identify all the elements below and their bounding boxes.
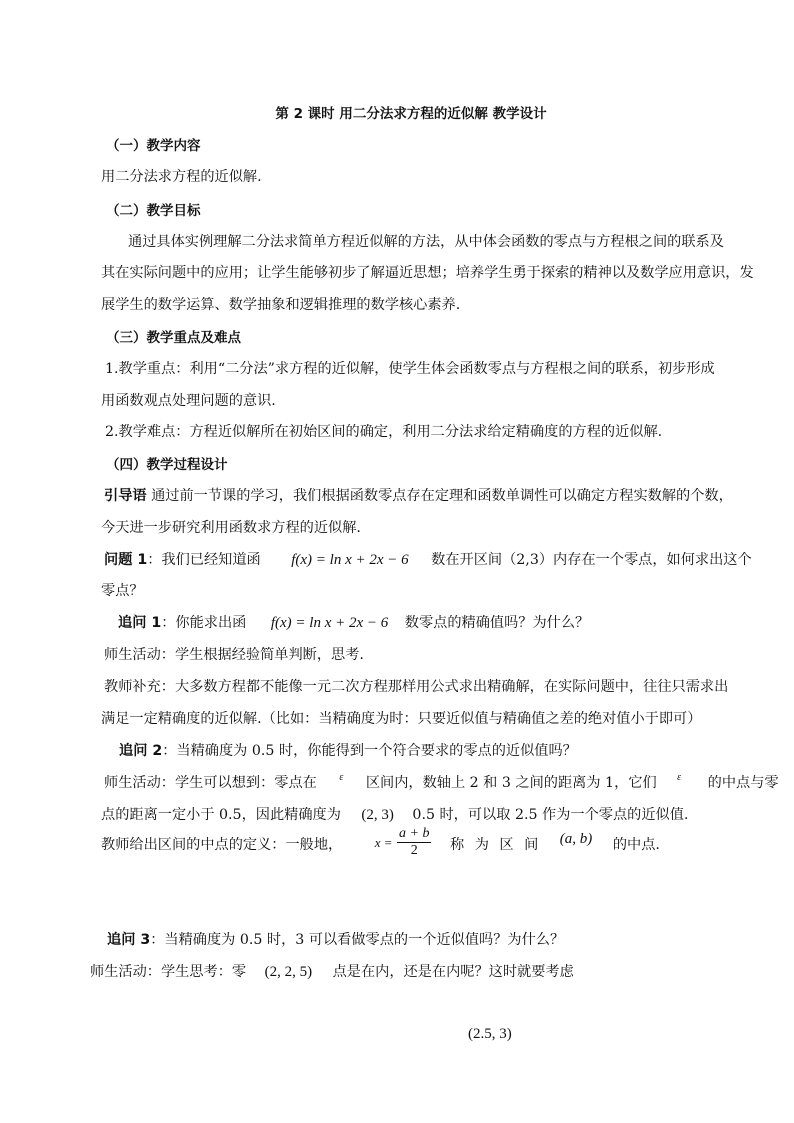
supplement-line-2: 满足一定精确度的近似解.（比如：当精确度为时：只要近似值与精确值之差的绝对值小于即可） [101, 711, 702, 727]
midpoint-text-b: 称 为 区 间 [450, 836, 542, 853]
follow-up-2-label: 追问 2 [119, 743, 163, 759]
key-point-1-line-2: 用函数观点处理问题的意识. [101, 393, 276, 409]
epsilon-symbol-2: ε [677, 772, 682, 783]
intro-line-2: 今天进一步研究利用函数求方程的近似解. [101, 520, 361, 536]
follow-up-1-label: 追问 1 [118, 615, 162, 631]
midpoint-definition [101, 826, 660, 859]
section-heading-process: （四）教学过程设计 [106, 457, 228, 473]
fraction-numerator: a + b [399, 826, 430, 841]
activity-2-text-b: 区间内，数轴上 2 和 3 之间的距离为 1，它们 [365, 775, 657, 791]
interval-2-3: (2, 3) [361, 807, 394, 823]
goals-line-1: 通过具体实例理解二分法求简单方程近似解的方法，从中体会函数的零点与方程根之间的联系及 [128, 234, 724, 250]
floating-interval: (2.5, 3) [468, 1026, 512, 1042]
activity-3-text-b: 点是在内，还是在内呢？这时就要考虑 [332, 964, 574, 980]
midpoint-text-a: 教师给出区间的中点的定义：一般地， [101, 836, 343, 853]
activity-2-line-2 [101, 804, 688, 824]
question-1-text-b: 数在开区间（2,3）内存在一个零点，如何求出这个 [431, 552, 752, 568]
intro-label: 引导语 [104, 488, 147, 504]
content-text: 用二分法求方程的近似解. [101, 169, 262, 185]
question-1-line-2: 零点？ [101, 583, 144, 599]
activity-2-line-2-text-a: 点的距离一定小于 0.5，因此精确度为 [101, 807, 341, 823]
follow-up-1-text-b: 数零点的精确值吗？为什么？ [404, 615, 590, 631]
section-heading-key-points: （三）教学重点及难点 [106, 330, 241, 346]
interval-a-b: (a, b) [559, 830, 593, 847]
activity-3-text-a: 师生活动：学生思考：零 [90, 964, 247, 980]
midpoint-text-c: 的中点. [612, 836, 660, 853]
follow-up-3-label: 追问 3 [107, 932, 151, 948]
epsilon-symbol-1: ε [339, 772, 344, 783]
key-point-2: 2.教学难点：方程近似解所在初始区间的确定，利用二分法求给定精确度的方程的近似解. [105, 424, 663, 440]
question-1-text-a: ：我们已经知道函 [147, 552, 261, 568]
section-heading-goals: （二）教学目标 [106, 203, 201, 219]
section-heading-content: （一）教学内容 [106, 138, 201, 154]
document-title: 第 2 课时 用二分法求方程的近似解 教学设计 [275, 106, 547, 122]
goals-line-2: 其在实际问题中的应用；让学生能够初步了解逼近思想；培养学生勇于探索的精神以及数学应用意识，发 [101, 265, 754, 281]
follow-up-3-text: ：当精确度为 0.5 时，3 可以看做零点的一个近似值吗？为什么？ [150, 932, 565, 948]
intro-text-1: 通过前一节课的学习，我们根据函数零点存在定理和函数单调性可以确定方程实数解的个数， [151, 488, 733, 504]
midpoint-x-equals: x = [374, 834, 393, 850]
activity-2-text-c: 的中点与零 [707, 775, 779, 791]
intro-line-1 [104, 485, 733, 505]
follow-up-1-text-a: ：你能求出函 [161, 615, 247, 631]
follow-up-2 [119, 740, 577, 760]
activity-1: 师生活动：学生根据经验简单判断，思考. [104, 647, 364, 663]
question-1-formula: f(x) = ln x + 2x − 6 [291, 552, 409, 568]
activity-3 [90, 961, 574, 981]
follow-up-3 [107, 929, 564, 949]
activity-2-line-2-text-b: 0.5 时，可以取 2.5 作为一个零点的近似值. [412, 807, 689, 823]
question-1 [104, 549, 752, 569]
question-1-label: 问题 1 [104, 552, 148, 568]
follow-up-1-formula: f(x) = ln x + 2x − 6 [270, 615, 389, 631]
follow-up-2-text: ：当精确度为 0.5 时，你能得到一个符合要求的零点的近似值吗？ [162, 743, 577, 759]
activity-2-line-1 [104, 772, 779, 792]
interval-2-2-5: (2, 2, 5) [264, 964, 313, 980]
supplement-line-1: 教师补充：大多数方程都不能像一元二次方程那样用公式求出精确解，在实际问题中，往往只需求出 [104, 679, 729, 695]
midpoint-fraction [397, 826, 431, 859]
fraction-denominator: 2 [410, 843, 418, 858]
key-point-1-line-1: 1.教学重点：利用“二分法”求方程的近似解，使学生体会函数零点与方程根之间的联系，初步形成 [105, 361, 715, 377]
follow-up-1 [118, 612, 589, 632]
activity-2-text-a: 师生活动：学生可以想到：零点在 [104, 775, 317, 791]
goals-line-3: 展学生的数学运算、数学抽象和逻辑推理的数学核心素养. [101, 297, 461, 313]
